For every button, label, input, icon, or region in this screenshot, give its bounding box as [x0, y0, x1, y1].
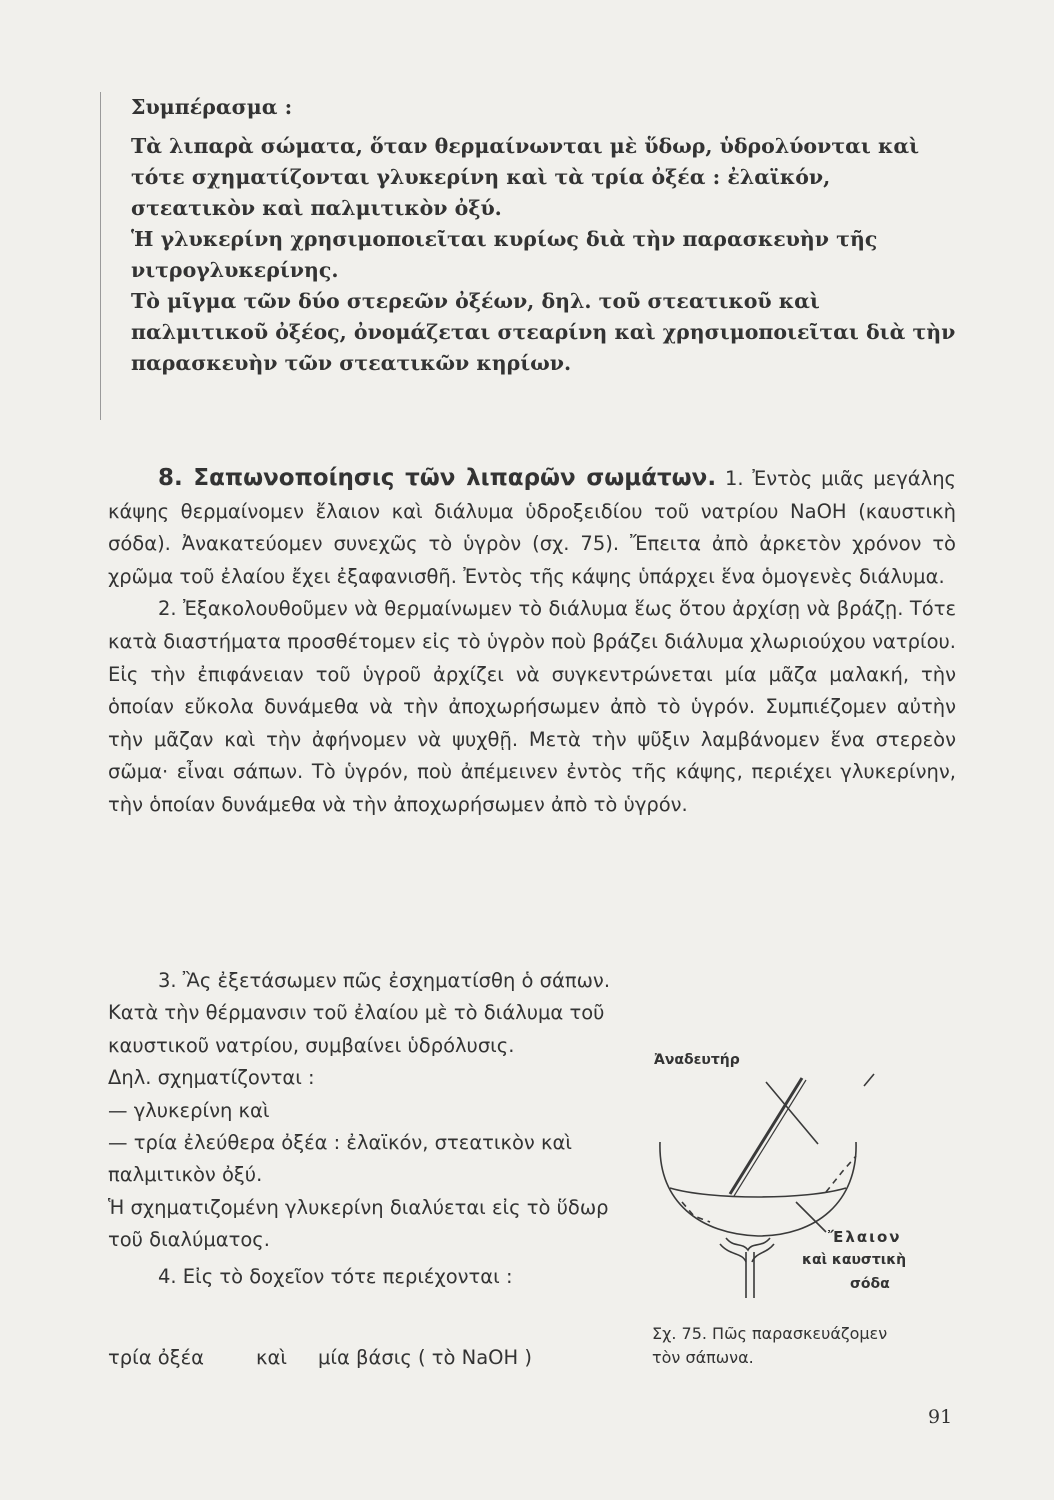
stirrer-label: Ἀναδευτήρ [654, 1052, 740, 1068]
soap-apparatus-illustration [630, 1052, 960, 1302]
section-body [108, 462, 956, 822]
paragraph-1-text: 1. Ἐντὸς μιᾶς μεγάλης κάψης θερμαίνομεν ἔλαιον καὶ διάλυμα ὑδροξειδίου τοῦ νατρίου NaOH (καυστικὴ σόδα). Ἀνακατεύομεν συνεχῶς τὸ ὑγρὸν (σχ. 75). Ἔπειτα ἀπὸ ἀρκετὸν χρόνον τὸ χρῶμα τοῦ ἐλαίου ἔχει ἐξαφανισθῆ. Ἐντὸς τῆς κάψης ὑπάρχει ἕνα ὁμογενὲς διάλυμα. [108, 467, 956, 588]
bottom-formula-line [108, 1346, 628, 1369]
three-acids-text: τρία ὀξέα [108, 1346, 204, 1369]
stirring-rod [730, 1078, 802, 1194]
caption-line-2: τὸν σάπωνα. [652, 1348, 754, 1367]
conclusion-box [100, 92, 960, 420]
list-item-glycerin: — γλυκερίνη καὶ [108, 1098, 270, 1122]
oil-label-2: καὶ καυστικὴ [802, 1252, 907, 1268]
basin-outline [660, 1142, 856, 1236]
section-title: 8. Σαπωνοποίησις τῶν λιπαρῶν σωμάτων. [158, 465, 717, 491]
page-number: 91 [928, 1406, 953, 1428]
figure-75 [630, 1052, 960, 1302]
figure-caption [652, 1322, 972, 1370]
oil-label-3: σόδα [850, 1276, 890, 1292]
flame-right [752, 1244, 774, 1262]
liquid-surface [670, 1188, 846, 1197]
section-paragraph-1 [108, 462, 956, 593]
list-item-acids: — τρία ἐλεύθερα ὀξέα : ἐλαϊκόν, στεατικὸν καὶ παλμιτικὸν ὀξύ. [108, 1131, 572, 1187]
conclusion-paragraph-3: Τὸ μῖγμα τῶν δύο στερεῶν ὀξέων, δηλ. τοῦ στεατικοῦ καὶ παλμιτικοῦ ὀξέος, ὀνομάζεται στεαρίνη καὶ χρησιμοποιεῖται διὰ τὴν παρασκευὴν τῶν στεατικῶν κηρίων. [131, 289, 956, 375]
flame-shape [726, 1238, 770, 1250]
stirring-rod-edge [734, 1080, 806, 1196]
and-text: καὶ [256, 1346, 287, 1369]
glycerin-dissolves-text: Ἡ σχηματιζομένη γλυκερίνη διαλύεται εἰς τὸ ὕδωρ τοῦ διαλύματος. [108, 1195, 609, 1252]
oil-label-1: Ἔλαιον [828, 1228, 902, 1246]
caption-line-1: Σχ. 75. Πῶς παρασκευάζομεν [652, 1324, 888, 1343]
conclusion-paragraph-1: Τὰ λιπαρὰ σώματα, ὅταν θερμαίνωνται μὲ ὕδωρ, ὑδρολύονται καὶ τότε σχηματίζονται γλυκερίνη καὶ τὰ τρία ὀξέα : ἐλαϊκόν, στεατικὸν καὶ παλμιτικὸν ὀξύ. [131, 134, 920, 220]
flame-right-dashed [826, 1156, 856, 1192]
dhl-line: Δηλ. σχηματίζονται : [108, 1066, 315, 1090]
label-tick [864, 1074, 874, 1086]
section-paragraph-2: 2. Ἐξακολουθοῦμεν νὰ θερμαίνωμεν τὸ διάλυμα ἕως ὅτου ἀρχίσῃ νὰ βράζῃ. Τότε κατὰ διαστήματα προσθέτομεν εἰς τὸ ὑγρὸν ποὺ βράζει διάλυμα χλωριούχου νατρίου. Εἰς τὴν ἐπιφάνειαν τοῦ ὑγροῦ ἀρχίζει νὰ συγκεντρώνεται μία μᾶζα μαλακή, τὴν ὁποίαν εὔκολα δυνάμεθα νὰ τὴν ἀποχωρήσωμεν ἀπὸ τὸ ὑγρόν. Συμπιέζομεν αὐτὴν τὴν μᾶζαν καὶ τὴν ἀφήνομεν νὰ ψυχθῇ. Μετὰ τὴν ψῦξιν λαμβάνομεν ἕνα στερεὸν σῶμα· εἶναι σάπων. Τὸ ὑγρόν, ποὺ ἀπέμεινεν ἐντὸς τῆς κάψης, περιέχει γλυκερίνην, τὴν ὁποίαν δυνάμεθα νὰ τὴν ἀποχωρήσωμεν ἀπὸ τὸ ὑγρόν. [108, 597, 956, 816]
one-base-text: μία βάσις ( τὸ NaOH ) [318, 1346, 532, 1369]
conclusion-paragraph-2: Ἡ γλυκερίνη χρησιμοποιεῖται κυρίως διὰ τὴν παρασκευὴν τῆς νιτρογλυκερίνης. [131, 227, 878, 282]
section-paragraph-3: 3. Ἂς ἐξετάσωμεν πῶς ἐσχηματίσθη ὁ σάπων. Κατὰ τὴν θέρμανσιν τοῦ ἐλαίου μὲ τὸ διάλυμα τοῦ καυστικοῦ νατρίου, συμβαίνει ὑδρόλυσις. [108, 969, 611, 1057]
section-paragraph-3-block [108, 965, 618, 1293]
section-paragraph-4: 4. Εἰς τὸ δοχεῖον τότε περιέχονται : [158, 1264, 513, 1288]
conclusion-heading: Συμπέρασμα : [131, 95, 293, 119]
